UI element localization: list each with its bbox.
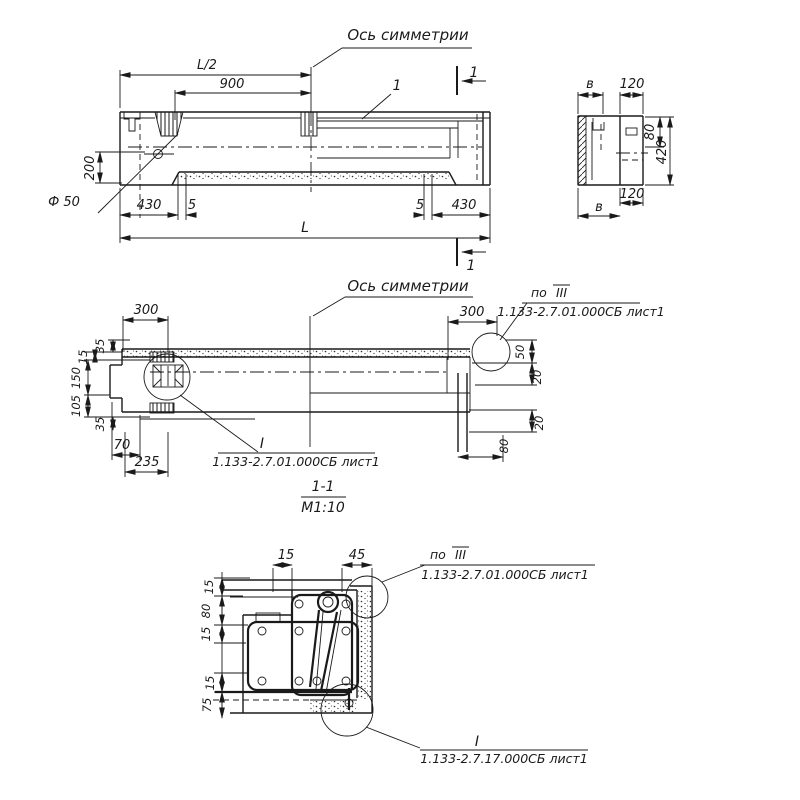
dim-200: 200 [83,155,98,181]
dim-150: 150 [69,367,83,389]
section-mark-bottom-label: 1 [466,258,476,274]
dim-total-length: L [301,220,309,236]
dim-35-bottom: 35 [93,416,107,432]
detail-mark-I: I [259,436,265,452]
dim-235: 235 [134,455,160,470]
concrete-texture [179,173,449,180]
detail-ref-poIII-2: 1.133-2.7.01.000СБ лист1 [421,567,589,582]
dim-15-top: 15 [277,548,295,563]
dim-430-right: 430 [451,198,477,213]
dim-5-right: 5 [415,198,425,213]
detail-circle-poIII [472,333,510,371]
section-mark-top-label: 1 [469,65,479,81]
section-mark-top [457,65,486,95]
item-1-label: 1 [392,78,402,94]
dim-105: 105 [69,395,83,417]
view-end-section [578,77,674,219]
dim-15-c: 15 [203,675,217,691]
dim-20-lower: 20 [532,415,546,431]
symmetry-hatch-band [301,112,317,136]
detail-roman-III: III [556,285,568,300]
view-elevation [48,26,490,274]
dim-15-a: 15 [202,579,216,595]
dim-120-bottom: 120 [619,187,645,202]
hatched-wall [578,116,586,185]
ribbed-dowel-bottom [150,403,174,413]
dim-70: 70 [113,438,131,453]
dim-half-span: L/2 [197,58,217,73]
view-reinforcement-detail [199,547,595,766]
dim-300-left: 300 [133,303,159,318]
lifting-recess [155,112,183,136]
detail-ref-I-2: 1.133-2.7.17.000СБ лист1 [420,751,588,766]
dim-20-upper: 20 [530,369,544,385]
dim-35-top: 35 [93,338,107,354]
dim-45-top: 45 [348,548,366,563]
section-title: 1-1 [311,479,335,495]
dim-diameter: Ф 50 [48,195,80,210]
dim-5-left: 5 [187,198,197,213]
detail-mark-I-2: I [474,734,480,750]
detail-po-label-2: по [430,547,446,562]
detail-po-label: по [531,285,547,300]
end-slot [124,112,140,131]
detail-roman-III-2: III [455,547,467,562]
dim-80-section: 80 [497,438,511,454]
dim-80: 80 [643,123,658,141]
detail-ref-poIII: 1.133-2.7.01.000СБ лист1 [497,304,665,319]
dim-300-right: 300 [459,305,485,320]
concrete-texture-3 [358,591,371,699]
view-section-1-1 [69,277,665,516]
notch [626,128,637,135]
section-scale: М1:10 [301,500,345,516]
axis-of-symmetry-label-2: Ось симметрии [347,277,469,295]
detail-ref-I: 1.133-2.7.01.000СБ лист1 [212,454,380,469]
dim-b-top: в [586,77,594,92]
section-mark-bottom [457,238,486,274]
dim-120-top: 120 [619,77,645,92]
dim-b-bottom: в [595,200,603,215]
ribbed-dowel-top [150,352,174,362]
dim-430-left: 430 [136,198,162,213]
dim-15-left: 15 [76,349,90,365]
dim-900: 900 [219,77,245,92]
dim-75: 75 [200,697,214,713]
axis-of-symmetry-label: Ось симметрии [347,26,469,44]
dim-420: 420 [655,139,670,165]
dim-15-b: 15 [199,626,213,642]
dim-80-detail: 80 [199,603,213,619]
dim-50: 50 [513,344,527,360]
